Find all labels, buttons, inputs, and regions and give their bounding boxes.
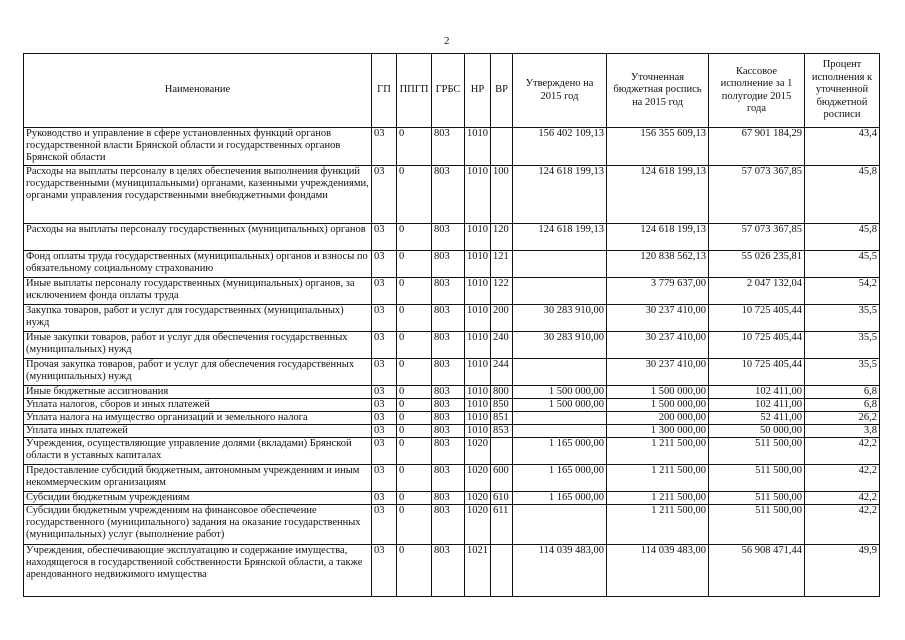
row-cash-cell: 10 725 405,44 bbox=[709, 305, 805, 332]
row-approved-cell bbox=[513, 251, 607, 278]
row-name-cell: Субсидии бюджетным учреждениям на финансовое обеспечение государственного (муниципального) задания на оказание государственных (муниципальных) услуг (выполнение работ) bbox=[24, 505, 372, 545]
row-approved-cell: 1 165 000,00 bbox=[513, 492, 607, 505]
table-row bbox=[24, 278, 880, 305]
row-name-cell: Иные выплаты персоналу государственных (муниципальных) органов, за исключением фонда оплаты труда bbox=[24, 278, 372, 305]
row-refined-cell: 120 838 562,13 bbox=[607, 251, 709, 278]
row-refined-cell: 1 211 500,00 bbox=[607, 492, 709, 505]
row-grbs-cell: 803 bbox=[432, 332, 465, 359]
row-percent-cell: 35,5 bbox=[805, 305, 880, 332]
row-name-cell: Субсидии бюджетным учреждениям bbox=[24, 492, 372, 505]
row-vr-cell: 244 bbox=[491, 359, 513, 386]
row-np-cell: 1020 bbox=[465, 438, 491, 465]
row-percent-cell: 6,8 bbox=[805, 399, 880, 412]
row-percent-cell: 35,5 bbox=[805, 359, 880, 386]
row-np-cell: 1010 bbox=[465, 332, 491, 359]
row-ppgp-cell: 0 bbox=[397, 359, 432, 386]
header-vr: ВР bbox=[491, 54, 513, 128]
row-refined-cell: 114 039 483,00 bbox=[607, 545, 709, 597]
row-name-cell: Закупка товаров, работ и услуг для государственных (муниципальных) нужд bbox=[24, 305, 372, 332]
row-gp-cell: 03 bbox=[372, 224, 397, 251]
row-gp-cell: 03 bbox=[372, 412, 397, 425]
row-vr-cell: 853 bbox=[491, 425, 513, 438]
table-row bbox=[24, 425, 880, 438]
row-vr-cell: 122 bbox=[491, 278, 513, 305]
row-approved-cell: 156 402 109,13 bbox=[513, 128, 607, 166]
row-grbs-cell: 803 bbox=[432, 465, 465, 492]
row-approved-cell: 1 165 000,00 bbox=[513, 438, 607, 465]
row-refined-cell: 1 500 000,00 bbox=[607, 399, 709, 412]
row-grbs-cell: 803 bbox=[432, 166, 465, 224]
row-vr-cell: 611 bbox=[491, 505, 513, 545]
row-name-cell: Уплата налогов, сборов и иных платежей bbox=[24, 399, 372, 412]
row-percent-cell: 45,8 bbox=[805, 166, 880, 224]
row-gp-cell: 03 bbox=[372, 128, 397, 166]
row-grbs-cell: 803 bbox=[432, 224, 465, 251]
table-row bbox=[24, 386, 880, 399]
row-ppgp-cell: 0 bbox=[397, 399, 432, 412]
row-percent-cell: 6,8 bbox=[805, 386, 880, 399]
row-grbs-cell: 803 bbox=[432, 492, 465, 505]
row-cash-cell: 57 073 367,85 bbox=[709, 166, 805, 224]
row-np-cell: 1020 bbox=[465, 505, 491, 545]
table-row bbox=[24, 305, 880, 332]
row-grbs-cell: 803 bbox=[432, 251, 465, 278]
table-row bbox=[24, 545, 880, 597]
row-ppgp-cell: 0 bbox=[397, 128, 432, 166]
row-cash-cell: 56 908 471,44 bbox=[709, 545, 805, 597]
row-np-cell: 1010 bbox=[465, 305, 491, 332]
row-grbs-cell: 803 bbox=[432, 412, 465, 425]
row-percent-cell: 26,2 bbox=[805, 412, 880, 425]
row-percent-cell: 42,2 bbox=[805, 505, 880, 545]
row-np-cell: 1020 bbox=[465, 492, 491, 505]
row-gp-cell: 03 bbox=[372, 399, 397, 412]
header-grbs: ГРБС bbox=[432, 54, 465, 128]
row-vr-cell: 200 bbox=[491, 305, 513, 332]
row-refined-cell: 1 300 000,00 bbox=[607, 425, 709, 438]
row-percent-cell: 43,4 bbox=[805, 128, 880, 166]
row-vr-cell: 610 bbox=[491, 492, 513, 505]
table-row bbox=[24, 412, 880, 425]
header-name: Наименование bbox=[24, 54, 372, 128]
row-ppgp-cell: 0 bbox=[397, 251, 432, 278]
row-vr-cell: 850 bbox=[491, 399, 513, 412]
row-approved-cell: 30 283 910,00 bbox=[513, 332, 607, 359]
row-ppgp-cell: 0 bbox=[397, 425, 432, 438]
row-refined-cell: 1 211 500,00 bbox=[607, 438, 709, 465]
row-name-cell: Руководство и управление в сфере установленных функций органов государственной власти Брянской области и государственных органов Брянской области bbox=[24, 128, 372, 166]
row-percent-cell: 45,8 bbox=[805, 224, 880, 251]
table-row bbox=[24, 128, 880, 166]
row-vr-cell: 851 bbox=[491, 412, 513, 425]
row-name-cell: Предоставление субсидий бюджетным, автономным учреждениям и иным некоммерческим организациям bbox=[24, 465, 372, 492]
row-approved-cell: 1 500 000,00 bbox=[513, 399, 607, 412]
row-name-cell: Иные бюджетные ассигнования bbox=[24, 386, 372, 399]
row-cash-cell: 511 500,00 bbox=[709, 505, 805, 545]
row-gp-cell: 03 bbox=[372, 166, 397, 224]
row-gp-cell: 03 bbox=[372, 465, 397, 492]
table-row bbox=[24, 332, 880, 359]
row-gp-cell: 03 bbox=[372, 305, 397, 332]
row-approved-cell: 1 500 000,00 bbox=[513, 386, 607, 399]
table-row bbox=[24, 251, 880, 278]
row-ppgp-cell: 0 bbox=[397, 505, 432, 545]
budget-table bbox=[23, 53, 880, 597]
row-ppgp-cell: 0 bbox=[397, 386, 432, 399]
row-cash-cell: 57 073 367,85 bbox=[709, 224, 805, 251]
row-cash-cell: 2 047 132,04 bbox=[709, 278, 805, 305]
row-name-cell: Учреждения, осуществляющие управление долями (вкладами) Брянской области в уставных капиталах bbox=[24, 438, 372, 465]
row-ppgp-cell: 0 bbox=[397, 305, 432, 332]
row-cash-cell: 10 725 405,44 bbox=[709, 359, 805, 386]
row-np-cell: 1010 bbox=[465, 251, 491, 278]
row-refined-cell: 1 500 000,00 bbox=[607, 386, 709, 399]
row-percent-cell: 35,5 bbox=[805, 332, 880, 359]
row-vr-cell: 121 bbox=[491, 251, 513, 278]
row-np-cell: 1021 bbox=[465, 545, 491, 597]
row-grbs-cell: 803 bbox=[432, 399, 465, 412]
row-gp-cell: 03 bbox=[372, 425, 397, 438]
row-ppgp-cell: 0 bbox=[397, 465, 432, 492]
row-vr-cell bbox=[491, 545, 513, 597]
row-name-cell: Прочая закупка товаров, работ и услуг для обеспечения государственных (муниципальных) нужд bbox=[24, 359, 372, 386]
row-gp-cell: 03 bbox=[372, 278, 397, 305]
row-np-cell: 1010 bbox=[465, 386, 491, 399]
row-gp-cell: 03 bbox=[372, 359, 397, 386]
row-approved-cell bbox=[513, 278, 607, 305]
header-gp: ГП bbox=[372, 54, 397, 128]
table-row bbox=[24, 465, 880, 492]
row-np-cell: 1010 bbox=[465, 425, 491, 438]
row-percent-cell: 45,5 bbox=[805, 251, 880, 278]
header-refined: Уточненная бюджетная роспись на 2015 год bbox=[607, 54, 709, 128]
row-cash-cell: 67 901 184,29 bbox=[709, 128, 805, 166]
row-np-cell: 1010 bbox=[465, 278, 491, 305]
row-cash-cell: 102 411,00 bbox=[709, 386, 805, 399]
row-refined-cell: 3 779 637,00 bbox=[607, 278, 709, 305]
row-cash-cell: 511 500,00 bbox=[709, 492, 805, 505]
table-row bbox=[24, 224, 880, 251]
row-name-cell: Расходы на выплаты персоналу государственных (муниципальных) органов bbox=[24, 224, 372, 251]
row-grbs-cell: 803 bbox=[432, 425, 465, 438]
header-row bbox=[24, 54, 880, 128]
row-ppgp-cell: 0 bbox=[397, 166, 432, 224]
row-vr-cell bbox=[491, 438, 513, 465]
row-percent-cell: 3,8 bbox=[805, 425, 880, 438]
row-percent-cell: 42,2 bbox=[805, 492, 880, 505]
row-vr-cell: 100 bbox=[491, 166, 513, 224]
row-vr-cell: 600 bbox=[491, 465, 513, 492]
row-approved-cell bbox=[513, 359, 607, 386]
page-number: 2 bbox=[444, 35, 450, 47]
row-grbs-cell: 803 bbox=[432, 359, 465, 386]
header-approved: Утверждено на 2015 год bbox=[513, 54, 607, 128]
row-vr-cell: 800 bbox=[491, 386, 513, 399]
row-grbs-cell: 803 bbox=[432, 545, 465, 597]
row-cash-cell: 102 411,00 bbox=[709, 399, 805, 412]
row-approved-cell bbox=[513, 412, 607, 425]
row-np-cell: 1010 bbox=[465, 128, 491, 166]
row-cash-cell: 52 411,00 bbox=[709, 412, 805, 425]
row-grbs-cell: 803 bbox=[432, 386, 465, 399]
row-gp-cell: 03 bbox=[372, 332, 397, 359]
row-ppgp-cell: 0 bbox=[397, 412, 432, 425]
row-percent-cell: 42,2 bbox=[805, 465, 880, 492]
row-percent-cell: 54,2 bbox=[805, 278, 880, 305]
row-refined-cell: 1 211 500,00 bbox=[607, 465, 709, 492]
row-np-cell: 1010 bbox=[465, 412, 491, 425]
row-ppgp-cell: 0 bbox=[397, 332, 432, 359]
row-np-cell: 1010 bbox=[465, 224, 491, 251]
row-cash-cell: 50 000,00 bbox=[709, 425, 805, 438]
row-refined-cell: 200 000,00 bbox=[607, 412, 709, 425]
row-gp-cell: 03 bbox=[372, 386, 397, 399]
header-percent: Процент исполнения к уточненной бюджетной росписи bbox=[805, 54, 880, 128]
table-row bbox=[24, 166, 880, 224]
header-ppgp: ППГП bbox=[397, 54, 432, 128]
row-name-cell: Уплата налога на имущество организаций и земельного налога bbox=[24, 412, 372, 425]
row-approved-cell bbox=[513, 425, 607, 438]
row-vr-cell bbox=[491, 128, 513, 166]
row-ppgp-cell: 0 bbox=[397, 278, 432, 305]
row-percent-cell: 49,9 bbox=[805, 545, 880, 597]
row-gp-cell: 03 bbox=[372, 492, 397, 505]
row-ppgp-cell: 0 bbox=[397, 492, 432, 505]
table-body bbox=[24, 128, 880, 597]
row-np-cell: 1010 bbox=[465, 166, 491, 224]
row-refined-cell: 1 211 500,00 bbox=[607, 505, 709, 545]
row-refined-cell: 30 237 410,00 bbox=[607, 305, 709, 332]
row-refined-cell: 124 618 199,13 bbox=[607, 224, 709, 251]
row-approved-cell: 1 165 000,00 bbox=[513, 465, 607, 492]
row-gp-cell: 03 bbox=[372, 545, 397, 597]
row-approved-cell: 114 039 483,00 bbox=[513, 545, 607, 597]
row-name-cell: Расходы на выплаты персоналу в целях обеспечения выполнения функций государственными (муниципальными) органами, казенными учреждениями, органами управления государственными внебюджетными фондами bbox=[24, 166, 372, 224]
row-cash-cell: 511 500,00 bbox=[709, 465, 805, 492]
row-name-cell: Иные закупки товаров, работ и услуг для обеспечения государственных (муниципальных) нужд bbox=[24, 332, 372, 359]
header-cash: Кассовое исполнение за 1 полугодие 2015 года bbox=[709, 54, 805, 128]
table-row bbox=[24, 492, 880, 505]
row-vr-cell: 120 bbox=[491, 224, 513, 251]
row-ppgp-cell: 0 bbox=[397, 545, 432, 597]
row-refined-cell: 156 355 609,13 bbox=[607, 128, 709, 166]
row-grbs-cell: 803 bbox=[432, 505, 465, 545]
row-refined-cell: 124 618 199,13 bbox=[607, 166, 709, 224]
row-refined-cell: 30 237 410,00 bbox=[607, 332, 709, 359]
row-approved-cell bbox=[513, 505, 607, 545]
row-gp-cell: 03 bbox=[372, 438, 397, 465]
row-gp-cell: 03 bbox=[372, 251, 397, 278]
row-cash-cell: 511 500,00 bbox=[709, 438, 805, 465]
row-grbs-cell: 803 bbox=[432, 305, 465, 332]
header-np: НР bbox=[465, 54, 491, 128]
table-row bbox=[24, 505, 880, 545]
row-approved-cell: 30 283 910,00 bbox=[513, 305, 607, 332]
row-np-cell: 1020 bbox=[465, 465, 491, 492]
table-row bbox=[24, 399, 880, 412]
row-vr-cell: 240 bbox=[491, 332, 513, 359]
row-refined-cell: 30 237 410,00 bbox=[607, 359, 709, 386]
row-approved-cell: 124 618 199,13 bbox=[513, 166, 607, 224]
row-np-cell: 1010 bbox=[465, 399, 491, 412]
row-cash-cell: 10 725 405,44 bbox=[709, 332, 805, 359]
row-name-cell: Фонд оплаты труда государственных (муниципальных) органов и взносы по обязательному социальному страхованию bbox=[24, 251, 372, 278]
row-name-cell: Уплата иных платежей bbox=[24, 425, 372, 438]
row-ppgp-cell: 0 bbox=[397, 224, 432, 251]
row-np-cell: 1010 bbox=[465, 359, 491, 386]
row-approved-cell: 124 618 199,13 bbox=[513, 224, 607, 251]
table-row bbox=[24, 359, 880, 386]
row-name-cell: Учреждения, обеспечивающие эксплуатацию и содержание имущества, находящегося в государственной собственности Брянской области, а также арендованного недвижимого имущества bbox=[24, 545, 372, 597]
row-gp-cell: 03 bbox=[372, 505, 397, 545]
row-ppgp-cell: 0 bbox=[397, 438, 432, 465]
row-grbs-cell: 803 bbox=[432, 438, 465, 465]
table-row bbox=[24, 438, 880, 465]
row-grbs-cell: 803 bbox=[432, 278, 465, 305]
row-percent-cell: 42,2 bbox=[805, 438, 880, 465]
row-grbs-cell: 803 bbox=[432, 128, 465, 166]
row-cash-cell: 55 026 235,81 bbox=[709, 251, 805, 278]
